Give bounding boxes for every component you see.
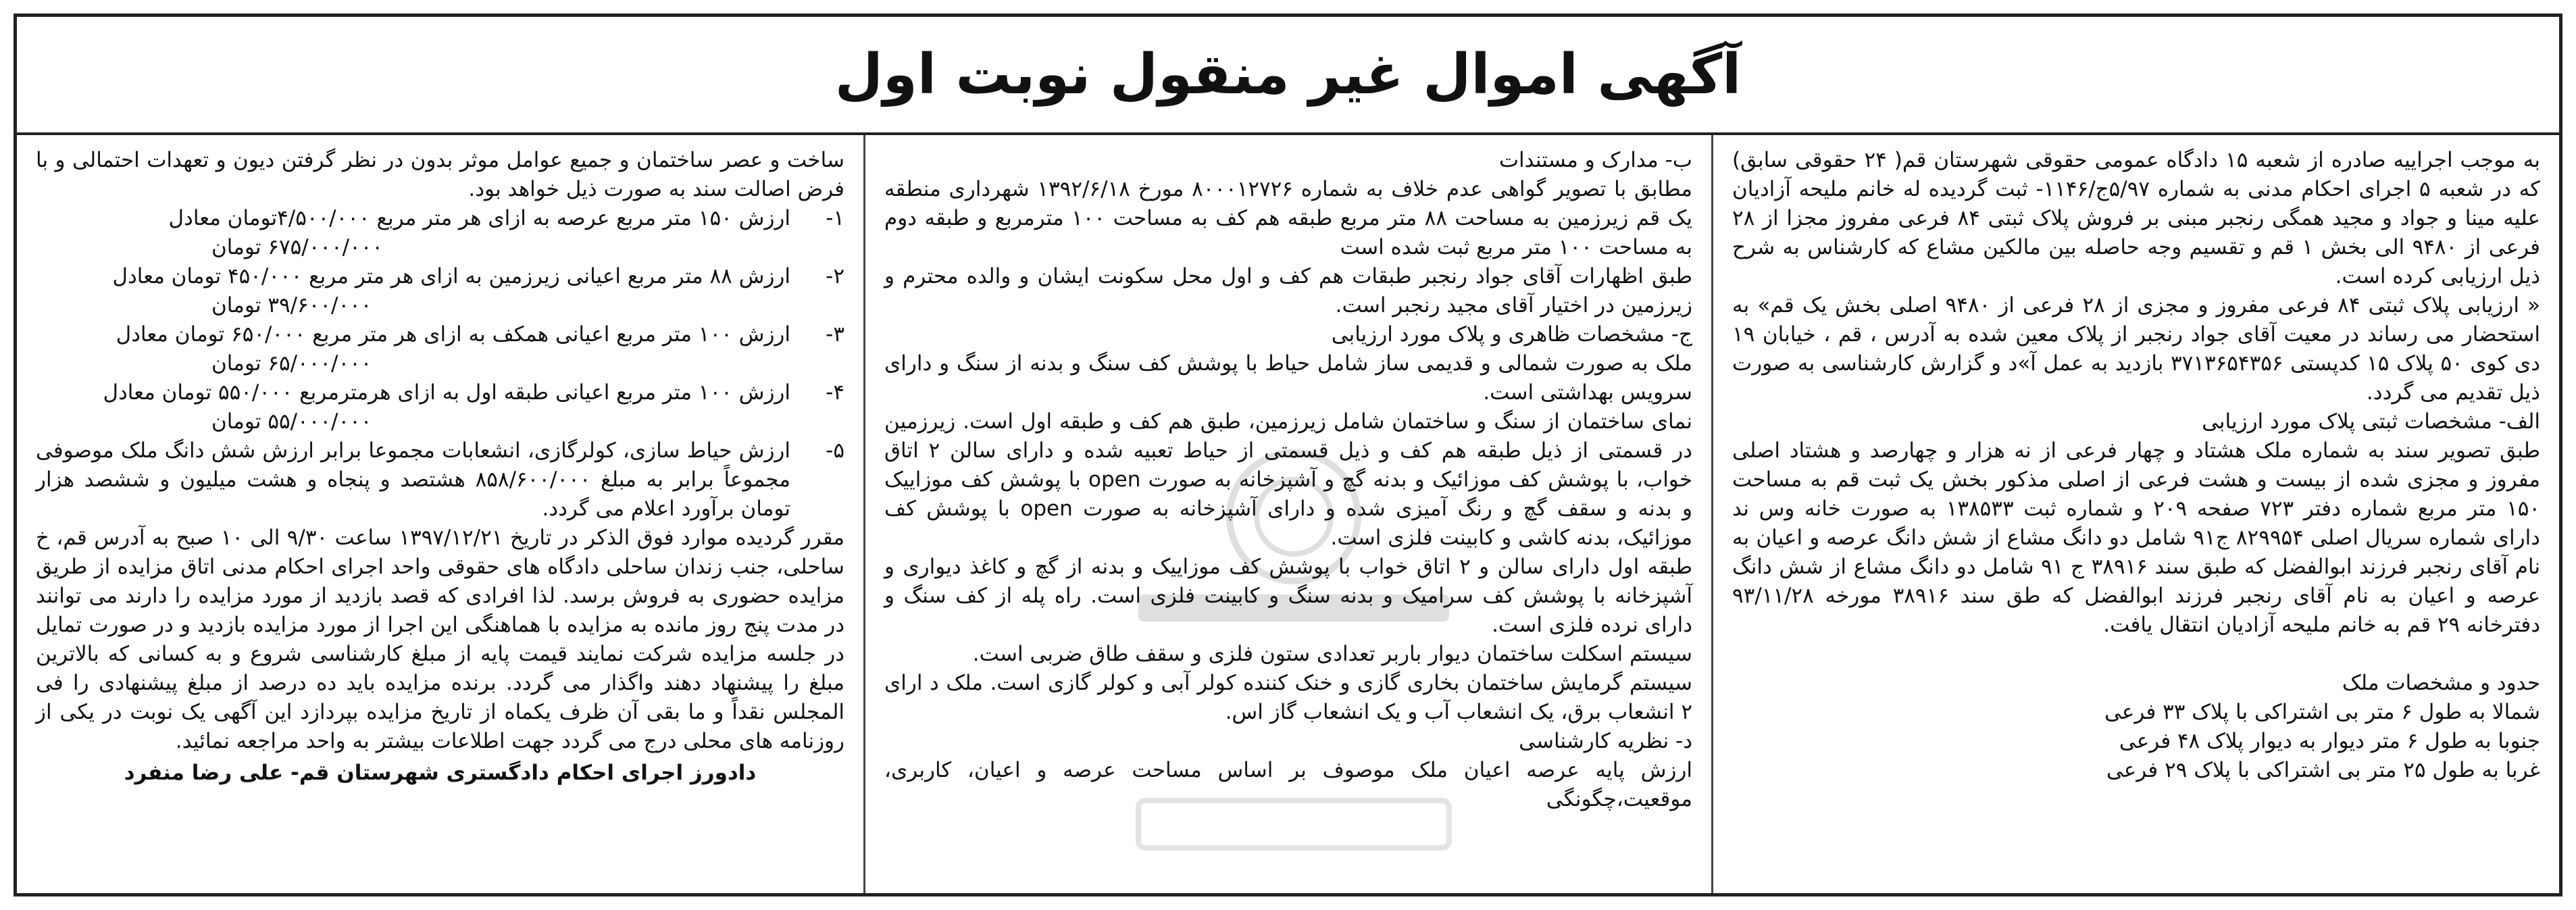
valuation-item-number: ۳- [826, 322, 844, 347]
valuation-item-description: ارزش ۱۰۰ متر مربع اعیانی طبقه اول به ازای هرمترمربع ۵۵۰/۰۰۰ تومان معادل [103, 380, 790, 405]
first-floor-paragraph: طبقه اول دارای سالن و ۲ اتاق خواب با پوشش کف موزاییک و بدنه از گچ و کاغذ دیواری و آشپزخانه با پوشش کف سرامیک و بدنه سنگ و کابینت فلزی است. راه پله از کف سنگ و دارای نرده فلزی است. [884, 555, 1692, 637]
section-heading-boundaries: حدود و مشخصات ملک [2342, 671, 2540, 695]
valuation-item-amount: ۵۵/۰۰۰/۰۰۰ تومان [211, 409, 372, 434]
valuation-item [36, 436, 844, 524]
auction-details-paragraph: مقرر گردیده موارد فوق الذکر در تاریخ ۱۳۹۷/۱۲/۲۱ ساعت ۹/۳۰ الی ۱۰ صبح به آدرس قم، خ ساحلی، جنب زندان ساحلی دادگاه های حقوقی واحد اجرای احکام مدنی اتاق مزایده از طریق مزایده حضوری به فروش برسد. لذا افرادی که قصد بازدید از مورد مزایده را دارند می توانند در مدت پنج روز مانده به مزایده با هماهنگی این اجرا از مورد مزایده بازدید و در صورت تمایل در جلسه مزایده شرکت نمایند قیمت پایه از مبلغ کارشناسی شروع و به کسانی که بالاترین مبلغ را پیشنهاد دهند واگذار می گردد. برنده مزایده باید ده درصد از مبلغ پیشنهادی را فی المجلس نقداً و ما بقی آن ظرف یکماه از تاریخ مزایده بپردازد این آگهی یک نوبت در یکی از روزنامه های محلی درج می گردد جهت اطلاعات بیشتر به واحد مراجعه نمائید. [36, 526, 844, 753]
valuation-item-amount: ۶۵/۰۰۰/۰۰۰ تومان [211, 351, 372, 376]
building-paragraph: نمای ساختمان از سنگ و ساختمان شامل زیرزمین، طبق هم کف و طبقه اول است. زیرزمین در قسمتی از ذیل طبقه هم کف و ذیل قسمتی از حیاط تعبیه شده و دارای سالن ۲ اتاق خواب، با پوشش کف موزائیک و بدنه گچ و آشپزخانه به صورت open با پوشش کف موزاییک و بدنه و سقف گچ و رنگ آمیزی شده و دارای آشپزخانه به صورت open با پوشش کف موزائیک، بدنه کاشی و کابینت فلزی است. [884, 409, 1692, 550]
title-bar [17, 17, 2559, 135]
valuation-item-text [36, 378, 790, 436]
valuation-item-description: ارزش ۱۵۰ متر مربع عرصه به ازای هر متر مربع ۴/۵۰۰/۰۰۰تومان معادل [168, 206, 790, 230]
valuation-item-text [36, 436, 790, 524]
heating-paragraph: سیستم گرمایش ساختمان بخاری گازی و خنک کننده کولر آبی و کولر گازی است. ملک د ارای ۲ انشعاب برق، یک انشعاب آب و یک انشعاب گاز اس. [884, 671, 1692, 724]
valuation-item-amount: ۶۷۵/۰۰۰/۰۰۰ تومان [211, 235, 384, 259]
valuation-item-number: ۲- [826, 264, 844, 288]
section-heading-registration: الف- مشخصات ثبتی پلاک مورد ارزیابی [2202, 409, 2540, 434]
section-heading-expert-opinion: د- نظریه کارشناسی [1519, 729, 1692, 753]
valuation-item-description: ارزش حیاط سازی، کولرگازی، انشعابات مجموعا برابر ارزش شش دانگ ملک موصوفی مجموعاً برابر به مبلغ ۸۵۸/۶۰۰/۰۰۰ هشتصد و پنجاه و هشت میلیون و ششصد هزار تومان برآورد اعلام می گردد. [36, 438, 790, 521]
spacer [1732, 640, 2540, 669]
valuation-item-number: ۱- [826, 206, 844, 230]
documents-paragraph: مطابق با تصویر گواهی عدم خلاف به شماره ۸۰۰۰۱۲۷۲۶ مورخ ۱۳۹۲/۶/۱۸ شهرداری منطقه یک قم زیرزمین به مساحت ۸۸ متر مربع طبقه هم کف به مساحت ۱۰۰ مترمربع و طبقه دوم به مساحت ۱۰۰ متر مربع ثبت شده است [884, 177, 1693, 259]
valuation-item [36, 378, 844, 436]
valuation-intro-paragraph: ساخت و عصر ساختمان و جمیع عوامل موثر بدون در نظر گرفتن دیون و تعهدات احتمالی و با فرض اصالت سند به صورت ذیل خواهد بود. [36, 148, 844, 201]
boundary-south: جنوبا به طول ۶ متر دیوار به دیوار پلاک ۴۸ فرعی [2119, 729, 2540, 753]
column-middle [863, 135, 1711, 893]
valuation-item-number: ۵- [826, 438, 844, 463]
valuation-item [36, 262, 844, 320]
registration-paragraph: طبق تصویر سند به شماره ملک هشتاد و چهار فرعی از نه هزار و چهارصد و هشتاد اصلی مفروز و مجزی شده از بیست و هشت فرعی از اصلی مذکور بخش یک ثبت قم به مساحت ۱۵۰ متر مربع شماره دفتر ۷۲۳ صفحه ۲۰۹ و شماره ثبت ۱۳۸۵۳۳ به صورت خانه وس ند دارای شماره سریال اصلی ۸۲۹۹۵۴ ج۹۱ شامل دو دانگ مشاع از شش دانگ عرصه و اعیان به نام آقای رنجبر فرزند ابوالفضل که طبق سند ۳۸۹۱۶ ج ۹۱ شامل دو دانگ مشاع از شش دانگ عرصه و اعیان به نام آقای رنجبر فرزند ابوالفضل که طق سند ۳۸۹۱۶ مورخه ۹۳/۱۱/۲۸ دفترخانه ۲۹ قم به خانم ملیحه آزادیان انتقال یافت. [1732, 438, 2541, 637]
valuation-item-description: ارزش ۸۸ متر مربع اعیانی زیرزمین به ازای هر متر مربع ۴۵۰/۰۰۰ تومان معادل [112, 264, 790, 288]
notice-columns [17, 135, 2559, 893]
signature-line: دادورز اجرای احکام دادگستری شهرستان قم- علی رضا منفرد [124, 761, 757, 785]
structure-paragraph: سیستم اسکلت ساختمان دیوار باربر تعدادی ستون فلزی و سقف طاق ضربی است. [972, 642, 1692, 666]
statements-paragraph: طبق اظهارات آقای جواد رنجبر طبقات هم کف و اول محل سکونت ایشان و والده محترم و زیرزمین در اختیار آقای مجید رنجبر است. [884, 264, 1692, 318]
notice-title: آگهی اموال غیر منقول نوبت اول [834, 43, 1742, 107]
valuation-item [36, 320, 844, 378]
intro-paragraph: به موجب اجراییه صادره از شعبه ۱۵ دادگاه عمومی حقوقی شهرستان قم( ۲۴ حقوقی سابق) که در شعبه ۵ اجرای احکام مدنی به شماره ۵/۹۷ج/۱۱۴۶- ثبت گردیده له خانم ملیحه آزادیان علیه مینا و جواد و مجید همگی رنجبر مبنی بر فروش پلاک ثبتی ۸۴ فرعی مفروز مجزا از ۲۸ فرعی از ۹۴۸۰ الی بخش ۱ قم و تقسیم وجه حاصله بین مالکین مشاع که کارشناس به شرح ذیل ارزیابی کرده است. [1732, 148, 2541, 288]
column-left [17, 135, 863, 893]
column-right [1711, 135, 2559, 893]
notice-frame [14, 14, 2562, 896]
valuation-item-amount: ۳۹/۶۰۰/۰۰۰ تومان [211, 293, 372, 318]
valuation-item-number: ۴- [826, 380, 844, 405]
valuation-item-text [36, 320, 790, 378]
valuation-item-text [36, 262, 790, 320]
assessment-paragraph: « ارزیابی پلاک ثبتی ۸۴ فرعی مفروز و مجزی از ۲۸ فرعی از ۹۴۸۰ اصلی بخش یک قم» به استحضار می رساند در معیت آقای جواد رنجبر از پلاک معین شده به آدرس ، قم ، خیابان ۱۹ دی کوی ۵۰ پلاک ۱۵ کدپستی ۳۷۱۳۶۵۴۳۵۶ بازدید به عمل آ»د و گزارش کارشناسی به صورت ذیل تقدیم می گردد. [1732, 293, 2540, 405]
section-heading-appearance: ج- مشخصات ظاهری و پلاک مورد ارزیابی [1331, 322, 1692, 347]
valuation-basis-paragraph: ارزش پایه عرصه اعیان ملک موصوف بر اساس مساحت عرصه و اعیان، کاربری، موقعیت،چگونگی [884, 758, 1692, 811]
valuation-item [36, 204, 844, 262]
boundary-north: شمالا به طول ۶ متر بی اشتراکی با پلاک ۳۳ فرعی [2104, 700, 2540, 724]
boundary-west: غربا به طول ۲۵ متر بی اشتراکی با پلاک ۲۹ فرعی [2106, 758, 2540, 782]
yard-paragraph: ملک به صورت شمالی و قدیمی ساز شامل حیاط با پوشش کف سنگ و بدنه از سنگ و دارای سرویس بهداشتی است. [884, 351, 1692, 405]
valuation-item-description: ارزش ۱۰۰ متر مربع اعیانی همکف به ازای هر متر مربع ۶۵۰/۰۰۰ تومان معادل [116, 322, 790, 347]
valuation-item-text [36, 204, 790, 262]
section-heading-documents: ب- مدارک و مستندات [1498, 148, 1692, 172]
